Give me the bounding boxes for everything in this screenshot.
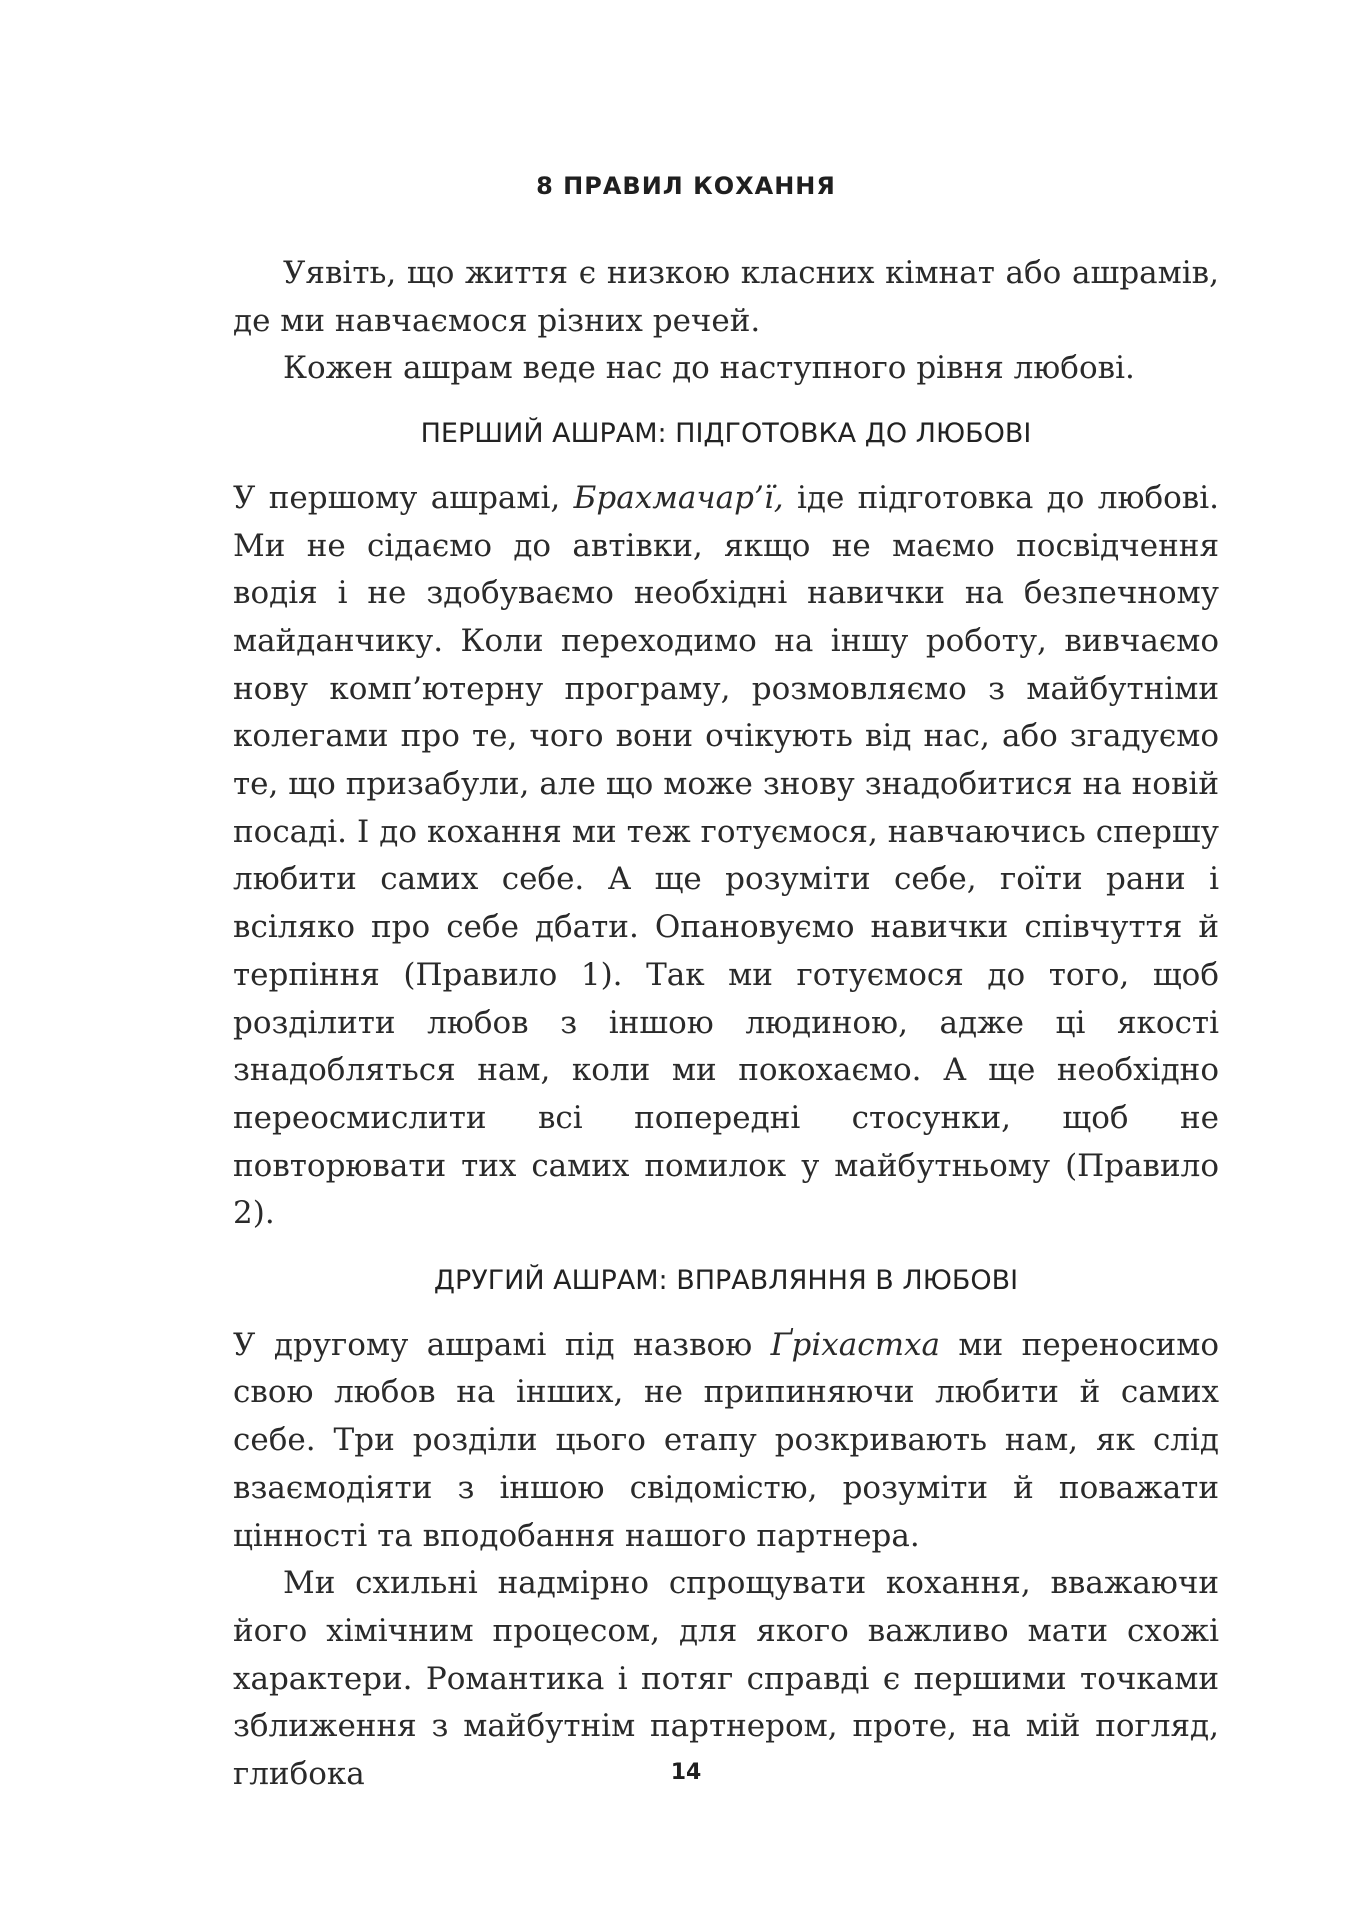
page-number: 14 bbox=[670, 1760, 702, 1785]
section2-paragraph-1 bbox=[233, 1322, 1219, 1561]
section1-paragraph bbox=[233, 475, 1219, 1238]
term-brahmacharya: Брахмачар’ї, bbox=[573, 479, 784, 516]
section2-text-start: У другому ашрамі під назвою bbox=[233, 1326, 771, 1363]
intro-paragraph-2: Кожен ашрам веде нас до наступного рівня любові. bbox=[283, 350, 1135, 387]
section-heading-second-ashram: ДРУГИЙ АШРАМ: ВПРАВЛЯННЯ В ЛЮБОВІ bbox=[433, 1265, 1019, 1297]
section-heading-first-ashram: ПЕРШИЙ АШРАМ: ПІДГОТОВКА ДО ЛЮБОВІ bbox=[420, 418, 1032, 450]
term-grihastha: Ґріхастха bbox=[770, 1326, 940, 1363]
section1-text-rest: іде підготовка до любові. Ми не сідаємо до автівки, якщо не маємо посвідчення водія і не здобуваємо необхідні навички на безпечному майданчику. Коли переходимо на іншу роботу, вивчаємо нову комп’ютерну програму, розмовляємо з майбутніми колегами про те, чого вони очікують від нас, або згадуємо те, що призабули, але що може знову знадобитися на новій посаді. І до кохання ми теж готуємося, навчаючись спершу любити самих себе. А ще розуміти себе, гоїти рани і всіляко про себе дбати. Опановуємо навички співчуття й терпіння (Правило 1). Так ми готуємося до того, щоб розділити любов з іншою людиною, адже ці якості знадобляться нам, коли ми покохаємо. А ще необхідно переосмислити всі попередні стосунки, щоб не повторювати тих самих помилок у майбутньому (Правило 2). bbox=[233, 479, 1219, 1232]
page-body bbox=[233, 250, 1219, 1799]
intro-paragraph-1: Уявіть, що життя є низкою класних кімнат або ашрамів, де ми навчаємося різних речей. bbox=[233, 255, 1219, 339]
section2-text-rest: ми переносимо свою любов на інших, не припиняючи любити й самих себе. Три розділи цього етапу розкривають нам, як слід взаємодіяти з іншою свідомістю, розуміти й поважати цінності та вподобання нашого партнера. bbox=[233, 1326, 1219, 1554]
section2-paragraph-2: Ми схильні надмірно спрощувати кохання, вважаючи його хімічним процесом, для якого важливо мати схожі характери. Романтика і потяг справді є першими точками зближення з майбутнім партнером, проте, на мій погляд, глибока bbox=[233, 1565, 1219, 1793]
running-head: 8 ПРАВИЛ КОХАННЯ bbox=[536, 172, 836, 200]
section1-text-start: У першому ашрамі, bbox=[233, 479, 574, 516]
